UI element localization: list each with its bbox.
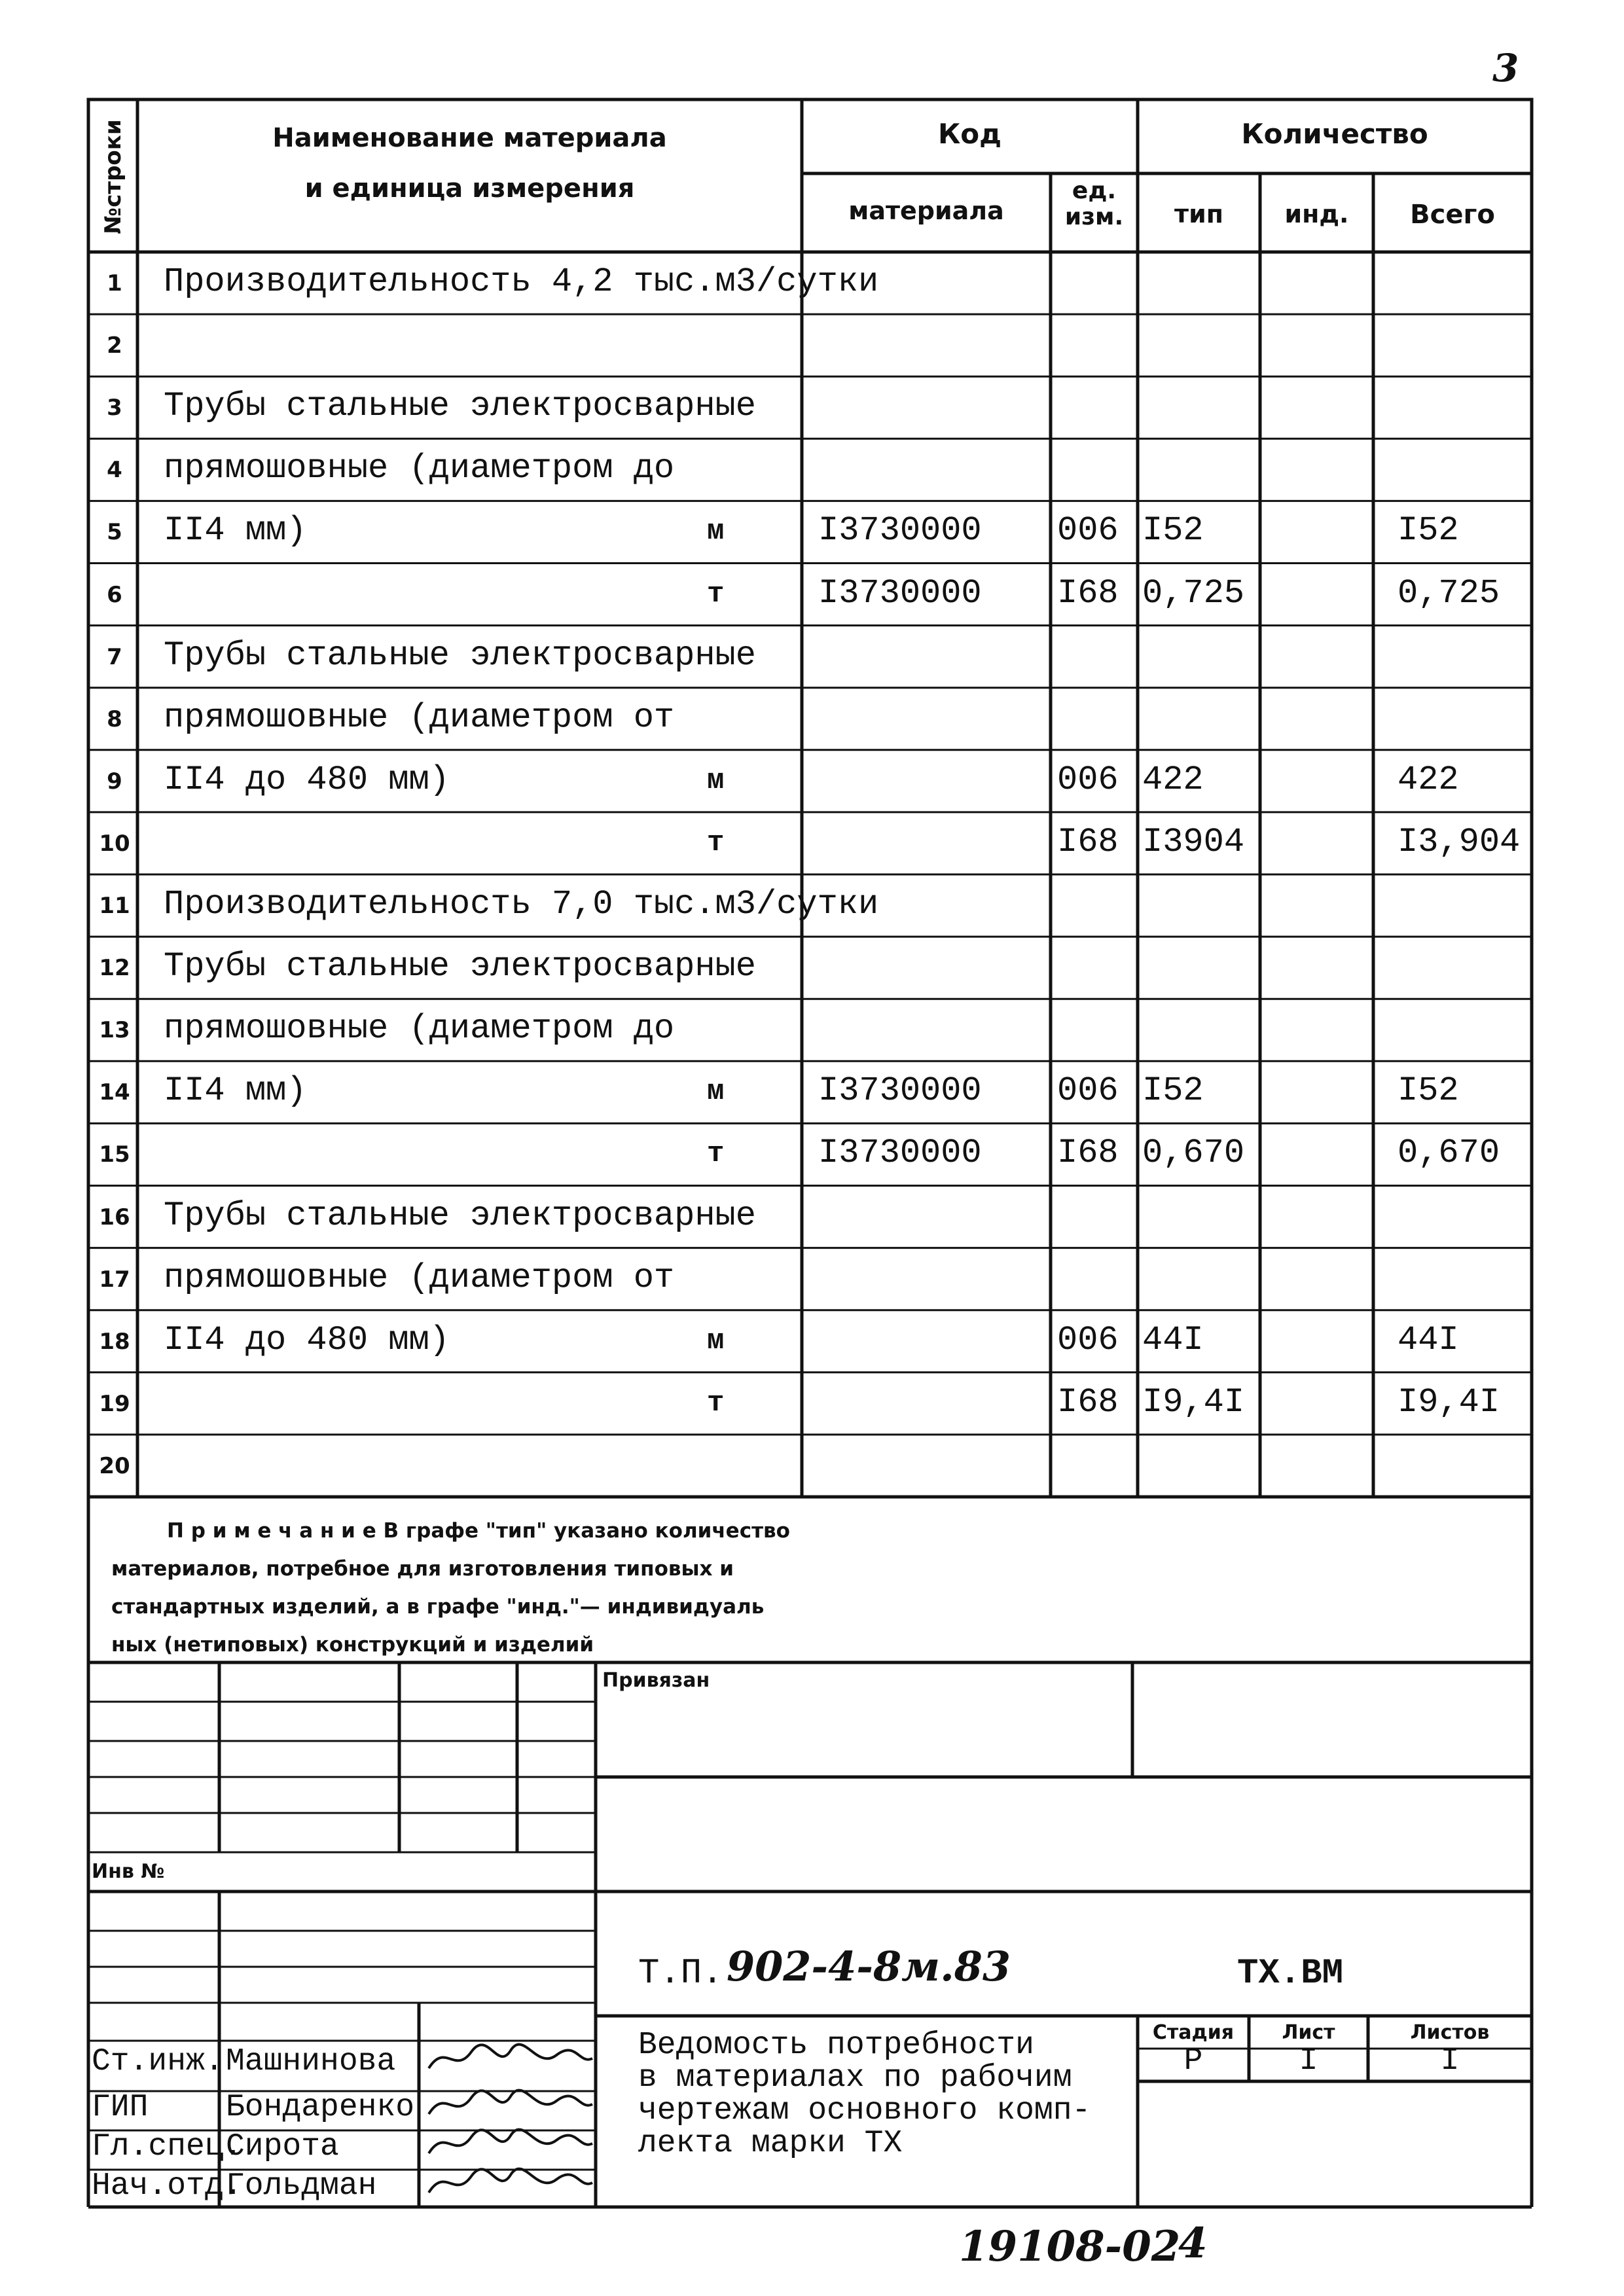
header-code-unit: [1051, 178, 1138, 230]
qty-total: 0,670: [1398, 1134, 1500, 1173]
note-line-1: П р и м е ч а н и е В графе "тип" указано количество: [167, 1519, 790, 1543]
material-name: II4 мм): [164, 1071, 307, 1111]
unit-code: 006: [1057, 1320, 1119, 1359]
document-title-line4: лекта марки ТХ: [638, 2126, 903, 2161]
header-row-number: [92, 105, 135, 249]
note-line-2: материалов, потребное для изготовления типовых и: [111, 1557, 734, 1581]
stage-value: Р: [1183, 2043, 1203, 2079]
inv-number-label: Инв №: [92, 1860, 165, 1883]
qty-total: I52: [1398, 1071, 1459, 1111]
row-number: 1: [107, 270, 122, 296]
material-name: прямошовные (диаметром до: [164, 449, 675, 488]
header-code-unit-line1: ед.: [1072, 177, 1117, 204]
unit-code: I68: [1057, 573, 1119, 613]
table-row: [0, 812, 1624, 874]
material-name: Трубы стальные электросварные: [164, 636, 756, 675]
unit-symbol: м: [707, 1075, 725, 1109]
note-line-3: стандартных изделий, а в графе "инд."— индивидуаль: [111, 1595, 765, 1619]
signature-scribble: [425, 2163, 596, 2202]
signer-role: ГИП: [92, 2090, 149, 2125]
signer-name: Машнинова: [226, 2044, 396, 2079]
unit-symbol: т: [707, 1138, 725, 1171]
row-number: 7: [107, 643, 122, 670]
qty-type: 422: [1142, 760, 1204, 799]
material-name: прямошовные (диаметром от: [164, 1258, 675, 1297]
row-number: 6: [107, 581, 122, 608]
row-number: 14: [99, 1079, 130, 1106]
table-row: [0, 999, 1624, 1061]
page-number: 3: [1492, 46, 1519, 90]
material-name: прямошовные (диаметром от: [164, 698, 675, 737]
material-name: Трубы стальные электросварные: [164, 387, 756, 426]
qty-type: I3904: [1142, 822, 1245, 861]
header-qty-total: Всего: [1410, 200, 1495, 230]
note-block: [111, 1512, 790, 1664]
table-row: [0, 1435, 1624, 1497]
table-row: [0, 750, 1624, 812]
row-number: 11: [99, 893, 130, 919]
unit-symbol: м: [707, 1324, 725, 1357]
privyazan-label: Привязан: [602, 1669, 710, 1692]
header-name-line1: Наименование материала: [272, 123, 667, 153]
signature-scribble: [425, 2124, 596, 2163]
row-number: 13: [99, 1017, 130, 1044]
qty-total: I9,4I: [1398, 1382, 1500, 1422]
row-number: 9: [107, 768, 122, 795]
signer-role: Нач.отд.: [92, 2168, 243, 2204]
row-number: 5: [107, 519, 122, 546]
footer-suffix: 4: [1178, 2219, 1208, 2268]
row-number: 20: [99, 1452, 130, 1479]
note-line-4: ных (нетиповых) конструкций и изделий: [111, 1633, 594, 1657]
document-title-line2: в материалах по рабочим: [638, 2060, 1072, 2096]
table-row: [0, 874, 1624, 937]
row-number: 4: [107, 457, 122, 484]
table-row: [0, 252, 1624, 314]
material-code: I3730000: [818, 1134, 982, 1173]
row-number: 19: [99, 1390, 130, 1417]
qty-type: 44I: [1142, 1320, 1204, 1359]
unit-code: I68: [1057, 1134, 1119, 1173]
unit-code: 006: [1057, 1071, 1119, 1111]
qty-total: 422: [1398, 760, 1459, 799]
header-qty-type: тип: [1174, 200, 1223, 228]
unit-symbol: м: [707, 764, 725, 797]
qty-type: 0,725: [1142, 573, 1245, 613]
drawing-mark: ТХ.ВМ: [1237, 1954, 1344, 1994]
header-name-line2: и единица измерения: [304, 173, 635, 204]
table-row: [0, 1372, 1624, 1435]
table-row: [0, 688, 1624, 750]
header-row-number-label: №строки: [100, 119, 126, 234]
table-row: [0, 314, 1624, 376]
table-row: [0, 1061, 1624, 1123]
unit-symbol: т: [707, 577, 725, 611]
document-title-line1: Ведомость потребности: [638, 2028, 1034, 2063]
table-row: [0, 376, 1624, 439]
material-name: II4 до 480 мм): [164, 760, 450, 799]
header-code-material: материала: [848, 196, 1004, 225]
sheets-label: Листов: [1410, 2021, 1490, 2044]
signer-name: Сирота: [226, 2129, 339, 2164]
row-number: 8: [107, 706, 122, 732]
unit-code: I68: [1057, 822, 1119, 861]
table-row: [0, 1248, 1624, 1310]
document-title-line3: чертежам основного комп-: [638, 2093, 1091, 2128]
table-row: [0, 937, 1624, 999]
table-row: [0, 1310, 1624, 1372]
qty-type: 0,670: [1142, 1134, 1245, 1173]
material-name: прямошовные (диаметром до: [164, 1009, 675, 1049]
signer-name: Гольдман: [226, 2168, 377, 2204]
header-code: Код: [937, 118, 1002, 150]
sheet-value: I: [1299, 2043, 1318, 2079]
material-code: I3730000: [818, 1071, 982, 1111]
document-title: [638, 2029, 1091, 2160]
signature-scribble: [425, 2085, 596, 2124]
qty-total: I52: [1398, 511, 1459, 550]
qty-total: I3,904: [1398, 822, 1521, 861]
doc-code-prefix: Т.П.: [638, 1954, 723, 1994]
row-number: 15: [99, 1141, 130, 1168]
unit-code: 006: [1057, 511, 1119, 550]
table-row: [0, 564, 1624, 626]
qty-type: I9,4I: [1142, 1382, 1245, 1422]
unit-symbol: м: [707, 515, 725, 548]
table-row: [0, 501, 1624, 563]
unit-symbol: т: [707, 1386, 725, 1420]
footer-number: 19108-02: [959, 2222, 1181, 2271]
unit-code: 006: [1057, 760, 1119, 799]
material-name: Трубы стальные электросварные: [164, 1196, 756, 1235]
stage-label: Стадия: [1152, 2021, 1235, 2044]
table-row: [0, 439, 1624, 501]
material-name: II4 мм): [164, 511, 307, 550]
table-row: [0, 1123, 1624, 1185]
row-number: 16: [99, 1204, 130, 1230]
row-number: 12: [99, 955, 130, 982]
row-number: 3: [107, 395, 122, 422]
material-name: II4 до 480 мм): [164, 1320, 450, 1359]
sheets-value: I: [1440, 2043, 1460, 2079]
unit-symbol: т: [707, 826, 725, 859]
table-row: [0, 1186, 1624, 1248]
signer-role: Ст.инж.: [92, 2044, 224, 2079]
material-name: Трубы стальные электросварные: [164, 947, 756, 986]
doc-code-handwritten: 902-4-8м.83: [727, 1943, 1011, 1990]
header-qty-ind: инд.: [1284, 200, 1349, 228]
material-name: Производительность 4,2 тыс.м3/сутки: [164, 262, 879, 301]
signer-role: Гл.спец.: [92, 2129, 243, 2164]
material-name: Производительность 7,0 тыс.м3/сутки: [164, 885, 879, 924]
row-number: 18: [99, 1328, 130, 1355]
qty-total: 0,725: [1398, 573, 1500, 613]
row-number: 10: [99, 830, 130, 857]
table-row: [0, 626, 1624, 688]
qty-type: I52: [1142, 1071, 1204, 1111]
qty-type: I52: [1142, 511, 1204, 550]
row-number: 2: [107, 332, 122, 359]
signature-scribble: [425, 2039, 596, 2078]
signer-name: Бондаренко: [226, 2090, 415, 2125]
material-code: I3730000: [818, 511, 982, 550]
row-number: 17: [99, 1266, 130, 1293]
sheet-label: Лист: [1282, 2021, 1335, 2044]
qty-total: 44I: [1398, 1320, 1459, 1359]
unit-code: I68: [1057, 1382, 1119, 1422]
header-quantity: Количество: [1241, 118, 1428, 150]
header-code-unit-line2: изм.: [1064, 204, 1124, 230]
material-code: I3730000: [818, 573, 982, 613]
